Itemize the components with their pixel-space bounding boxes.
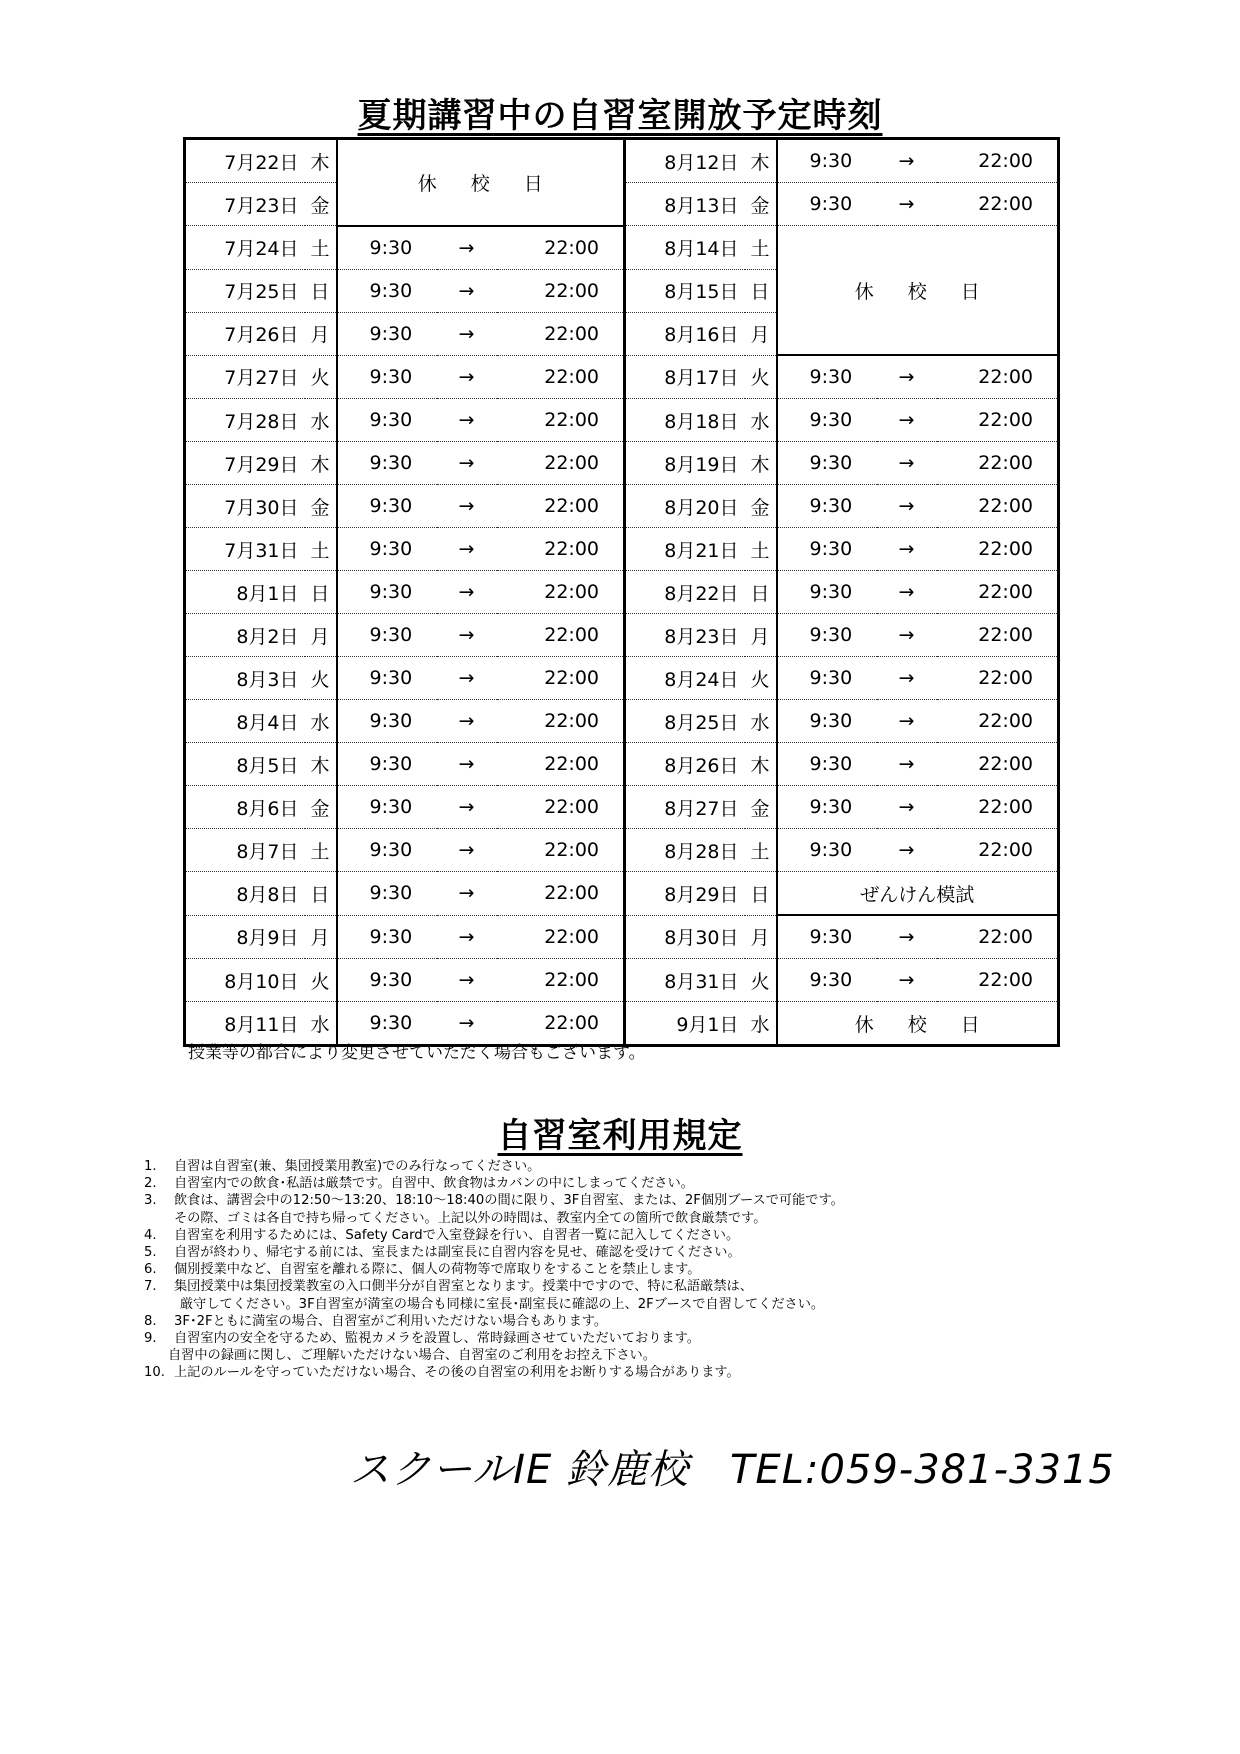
rule-number: 9.	[144, 1331, 157, 1347]
arrow-icon: →	[877, 485, 937, 528]
weekday-cell: 火	[305, 959, 337, 1002]
weekday-cell: 土	[305, 226, 337, 270]
rule-item	[144, 1244, 1144, 1261]
closed-day-cell: 休 校 日	[777, 226, 1059, 356]
schedule-row	[185, 442, 1059, 485]
close-time: 22:00	[497, 657, 625, 700]
rule-text: 厳守してください。3F自習室が満室の場合も同様に室長･副室長に確認の上、2Fブースで自習してください。	[180, 1296, 825, 1312]
rule-number	[144, 1347, 168, 1364]
rule-number: 2.	[144, 1176, 157, 1192]
open-time: 9:30	[337, 657, 437, 700]
close-time: 22:00	[497, 915, 625, 959]
arrow-icon: →	[877, 355, 937, 399]
schedule-row	[185, 657, 1059, 700]
arrow-icon: →	[437, 485, 497, 528]
weekday-cell: 火	[745, 959, 777, 1002]
schedule-row	[185, 829, 1059, 872]
arrow-icon: →	[437, 528, 497, 571]
rule-item	[144, 1296, 1144, 1313]
weekday-cell: 土	[745, 226, 777, 270]
weekday-cell: 金	[305, 183, 337, 226]
close-time: 22:00	[937, 355, 1059, 399]
rule-number: 3.	[144, 1193, 157, 1209]
arrow-icon: →	[877, 829, 937, 872]
date-cell: 8月12日	[625, 139, 745, 183]
date-cell: 8月8日	[185, 872, 305, 916]
closed-day-cell: 休 校 日	[337, 139, 625, 226]
open-time: 9:30	[777, 139, 877, 183]
open-time: 9:30	[337, 528, 437, 571]
arrow-icon: →	[877, 571, 937, 614]
rules-title	[0, 1108, 1240, 1157]
close-time: 22:00	[497, 269, 625, 312]
date-cell: 8月2日	[185, 614, 305, 657]
rule-item	[144, 1330, 1144, 1347]
weekday-cell: 水	[745, 700, 777, 743]
arrow-icon: →	[437, 700, 497, 743]
rule-text: その際、ゴミは各自で持ち帰ってください。上記以外の時間は、教室内全ての箇所で飲食厳禁です。	[174, 1210, 767, 1226]
date-cell: 8月4日	[185, 700, 305, 743]
arrow-icon: →	[437, 312, 497, 355]
rule-text: 自習は自習室(兼、集団授業用教室)でのみ行なってください。	[174, 1159, 541, 1174]
open-time: 9:30	[777, 743, 877, 786]
weekday-cell: 水	[305, 1002, 337, 1046]
school-contact: スクールIE 鈴鹿校 TEL:059-381-3315	[350, 1447, 1115, 1493]
weekday-cell: 月	[305, 614, 337, 657]
weekday-cell: 火	[745, 355, 777, 399]
weekday-cell: 木	[305, 442, 337, 485]
open-time: 9:30	[337, 355, 437, 399]
rule-text: 自習が終わり、帰宅する前には、室長または副室長に自習内容を見せ、確認を受けてください。	[174, 1245, 741, 1261]
rule-text: 飲食は、講習会中の12:50～13:20、18:10～18:40の間に限り、3F自習室、または、2F個別ブースで可能です。	[174, 1193, 844, 1209]
schedule-title	[0, 88, 1240, 137]
date-cell: 8月25日	[625, 700, 745, 743]
rule-item	[144, 1313, 1144, 1330]
weekday-cell: 金	[745, 786, 777, 829]
date-cell: 7月22日	[185, 139, 305, 183]
date-cell: 7月24日	[185, 226, 305, 270]
open-time: 9:30	[337, 1002, 437, 1046]
rule-text: 自習室内での飲食･私語は厳禁です。自習中、飲食物はカバンの中にしまってください。	[174, 1176, 694, 1192]
close-time: 22:00	[937, 399, 1059, 442]
close-time: 22:00	[937, 657, 1059, 700]
rule-number	[144, 1210, 174, 1227]
rule-number: 6.	[144, 1262, 157, 1278]
open-time: 9:30	[777, 614, 877, 657]
rule-item	[144, 1210, 1144, 1227]
date-cell: 8月10日	[185, 959, 305, 1002]
close-time: 22:00	[937, 743, 1059, 786]
close-time: 22:00	[937, 528, 1059, 571]
weekday-cell: 日	[305, 872, 337, 916]
rule-number	[144, 1296, 174, 1313]
date-cell: 8月1日	[185, 571, 305, 614]
arrow-icon: →	[437, 226, 497, 270]
date-cell: 7月26日	[185, 312, 305, 355]
weekday-cell: 金	[745, 485, 777, 528]
open-time: 9:30	[777, 571, 877, 614]
schedule-row	[185, 743, 1059, 786]
change-notice: 授業等の都合により変更させていただく場合もございます。	[188, 1043, 646, 1063]
rules-title-text: 自習室利用規定	[497, 1116, 743, 1156]
weekday-cell: 月	[305, 915, 337, 959]
arrow-icon: →	[877, 959, 937, 1002]
rule-text: 自習室内の安全を守るため、監視カメラを設置し、常時録画させていただいております。	[174, 1331, 700, 1347]
date-cell: 8月26日	[625, 743, 745, 786]
rule-number: 10.	[144, 1365, 165, 1381]
arrow-icon: →	[437, 657, 497, 700]
weekday-cell: 土	[745, 528, 777, 571]
weekday-cell: 火	[305, 657, 337, 700]
close-time: 22:00	[497, 226, 625, 270]
schedule-row	[185, 139, 1059, 183]
arrow-icon: →	[877, 657, 937, 700]
open-time: 9:30	[777, 829, 877, 872]
rule-text: 集団授業中は集団授業教室の入口側半分が自習室となります。授業中ですので、特に私語厳禁は、	[174, 1279, 753, 1295]
weekday-cell: 金	[305, 485, 337, 528]
rule-number: 4.	[144, 1227, 157, 1243]
open-time: 9:30	[777, 786, 877, 829]
date-cell: 7月29日	[185, 442, 305, 485]
schedule-row	[185, 528, 1059, 571]
arrow-icon: →	[877, 786, 937, 829]
rule-item	[144, 1364, 1144, 1381]
close-time: 22:00	[497, 442, 625, 485]
schedule-row	[185, 959, 1059, 1002]
schedule-row	[185, 399, 1059, 442]
weekday-cell: 木	[745, 743, 777, 786]
rule-item	[144, 1192, 1144, 1209]
schedule-table	[183, 137, 1060, 1047]
date-cell: 8月20日	[625, 485, 745, 528]
arrow-icon: →	[437, 786, 497, 829]
date-cell: 8月28日	[625, 829, 745, 872]
weekday-cell: 土	[745, 829, 777, 872]
date-cell: 8月9日	[185, 915, 305, 959]
arrow-icon: →	[437, 829, 497, 872]
open-time: 9:30	[337, 614, 437, 657]
close-time: 22:00	[937, 700, 1059, 743]
arrow-icon: →	[877, 139, 937, 183]
date-cell: 8月7日	[185, 829, 305, 872]
rule-item	[144, 1175, 1144, 1192]
arrow-icon: →	[877, 528, 937, 571]
weekday-cell: 金	[305, 786, 337, 829]
arrow-icon: →	[877, 915, 937, 959]
open-time: 9:30	[337, 743, 437, 786]
close-time: 22:00	[497, 528, 625, 571]
close-time: 22:00	[937, 786, 1059, 829]
arrow-icon: →	[877, 743, 937, 786]
weekday-cell: 日	[745, 571, 777, 614]
weekday-cell: 月	[745, 915, 777, 959]
date-cell: 8月22日	[625, 571, 745, 614]
rule-text: 3F･2Fともに満室の場合、自習室がご利用いただけない場合もあります。	[174, 1313, 608, 1329]
close-time: 22:00	[497, 355, 625, 399]
arrow-icon: →	[437, 915, 497, 959]
date-cell: 8月27日	[625, 786, 745, 829]
date-cell: 8月18日	[625, 399, 745, 442]
arrow-icon: →	[437, 743, 497, 786]
weekday-cell: 月	[745, 614, 777, 657]
weekday-cell: 水	[745, 1002, 777, 1046]
open-time: 9:30	[337, 571, 437, 614]
date-cell: 8月6日	[185, 786, 305, 829]
schedule-row	[185, 614, 1059, 657]
open-time: 9:30	[777, 355, 877, 399]
close-time: 22:00	[497, 312, 625, 355]
close-time: 22:00	[937, 614, 1059, 657]
rule-number: 5.	[144, 1245, 157, 1261]
weekday-cell: 月	[305, 312, 337, 355]
date-cell: 8月24日	[625, 657, 745, 700]
close-time: 22:00	[937, 915, 1059, 959]
weekday-cell: 日	[305, 571, 337, 614]
date-cell: 8月15日	[625, 269, 745, 312]
arrow-icon: →	[437, 571, 497, 614]
date-cell: 7月25日	[185, 269, 305, 312]
date-cell: 8月31日	[625, 959, 745, 1002]
arrow-icon: →	[437, 959, 497, 1002]
close-time: 22:00	[937, 183, 1059, 226]
open-time: 9:30	[777, 657, 877, 700]
arrow-icon: →	[877, 183, 937, 226]
close-time: 22:00	[497, 829, 625, 872]
schedule-row	[185, 700, 1059, 743]
close-time: 22:00	[497, 399, 625, 442]
date-cell: 8月17日	[625, 355, 745, 399]
weekday-cell: 火	[745, 657, 777, 700]
arrow-icon: →	[437, 269, 497, 312]
arrow-icon: →	[437, 355, 497, 399]
schedule-row	[185, 786, 1059, 829]
close-time: 22:00	[497, 959, 625, 1002]
open-time: 9:30	[337, 915, 437, 959]
arrow-icon: →	[877, 614, 937, 657]
weekday-cell: 日	[305, 269, 337, 312]
close-time: 22:00	[937, 959, 1059, 1002]
closed-day-cell: 休 校 日	[777, 1002, 1059, 1046]
arrow-icon: →	[437, 614, 497, 657]
arrow-icon: →	[437, 872, 497, 916]
rule-text: 自習中の録画に関し、ご理解いただけない場合、自習室のご利用をお控え下さい。	[168, 1348, 656, 1364]
date-cell: 7月28日	[185, 399, 305, 442]
open-time: 9:30	[777, 183, 877, 226]
schedule-title-text: 夏期講習中の自習室開放予定時刻	[357, 96, 883, 136]
close-time: 22:00	[497, 614, 625, 657]
rule-number: 8.	[144, 1313, 157, 1329]
date-cell: 8月29日	[625, 872, 745, 916]
open-time: 9:30	[337, 829, 437, 872]
close-time: 22:00	[497, 485, 625, 528]
close-time: 22:00	[937, 571, 1059, 614]
rule-item	[144, 1278, 1144, 1295]
date-cell: 7月31日	[185, 528, 305, 571]
weekday-cell: 土	[305, 528, 337, 571]
rule-number: 1.	[144, 1159, 157, 1174]
open-time: 9:30	[337, 442, 437, 485]
date-cell: 8月30日	[625, 915, 745, 959]
arrow-icon: →	[877, 700, 937, 743]
date-cell: 9月1日	[625, 1002, 745, 1046]
date-cell: 8月11日	[185, 1002, 305, 1046]
rule-item	[144, 1227, 1144, 1244]
close-time: 22:00	[497, 700, 625, 743]
rule-item	[144, 1158, 1144, 1175]
arrow-icon: →	[877, 442, 937, 485]
open-time: 9:30	[777, 399, 877, 442]
close-time: 22:00	[937, 139, 1059, 183]
close-time: 22:00	[497, 872, 625, 916]
close-time: 22:00	[497, 743, 625, 786]
weekday-cell: 金	[745, 183, 777, 226]
schedule-row	[185, 915, 1059, 959]
date-cell: 8月13日	[625, 183, 745, 226]
close-time: 22:00	[497, 1002, 625, 1046]
close-time: 22:00	[937, 829, 1059, 872]
rules-list	[144, 1158, 1144, 1382]
schedule-row	[185, 485, 1059, 528]
date-cell: 8月14日	[625, 226, 745, 270]
event-cell: ぜんけん模試	[777, 872, 1059, 916]
open-time: 9:30	[777, 528, 877, 571]
arrow-icon: →	[437, 442, 497, 485]
date-cell: 8月16日	[625, 312, 745, 355]
schedule-row	[185, 355, 1059, 399]
weekday-cell: 水	[745, 399, 777, 442]
open-time: 9:30	[337, 485, 437, 528]
open-time: 9:30	[777, 915, 877, 959]
schedule-row	[185, 226, 1059, 270]
open-time: 9:30	[337, 399, 437, 442]
open-time: 9:30	[337, 872, 437, 916]
rule-item	[144, 1347, 1144, 1364]
open-time: 9:30	[337, 312, 437, 355]
date-cell: 8月3日	[185, 657, 305, 700]
open-time: 9:30	[777, 442, 877, 485]
arrow-icon: →	[877, 399, 937, 442]
open-time: 9:30	[337, 226, 437, 270]
date-cell: 7月23日	[185, 183, 305, 226]
weekday-cell: 土	[305, 829, 337, 872]
rule-item	[144, 1261, 1144, 1278]
weekday-cell: 火	[305, 355, 337, 399]
open-time: 9:30	[337, 700, 437, 743]
rule-text: 上記のルールを守っていただけない場合、その後の自習室の利用をお断りする場合があります。	[174, 1365, 740, 1381]
weekday-cell: 水	[305, 399, 337, 442]
arrow-icon: →	[437, 399, 497, 442]
close-time: 22:00	[497, 571, 625, 614]
open-time: 9:30	[777, 959, 877, 1002]
weekday-cell: 水	[305, 700, 337, 743]
date-cell: 8月21日	[625, 528, 745, 571]
date-cell: 8月23日	[625, 614, 745, 657]
rule-number: 7.	[144, 1279, 157, 1295]
open-time: 9:30	[337, 269, 437, 312]
rule-text: 個別授業中など、自習室を離れる際に、個人の荷物等で席取りをすることを禁止します。	[174, 1262, 701, 1278]
close-time: 22:00	[937, 485, 1059, 528]
date-cell: 8月19日	[625, 442, 745, 485]
rule-text: 自習室を利用するためには、Safety Cardで入室登録を行い、自習者一覧に記入してください。	[174, 1227, 740, 1243]
close-time: 22:00	[937, 442, 1059, 485]
arrow-icon: →	[437, 1002, 497, 1046]
schedule-row	[185, 872, 1059, 916]
weekday-cell: 月	[745, 312, 777, 355]
open-time: 9:30	[777, 485, 877, 528]
weekday-cell: 日	[745, 872, 777, 916]
weekday-cell: 木	[305, 139, 337, 183]
weekday-cell: 日	[745, 269, 777, 312]
open-time: 9:30	[337, 959, 437, 1002]
open-time: 9:30	[337, 786, 437, 829]
weekday-cell: 木	[745, 139, 777, 183]
date-cell: 7月27日	[185, 355, 305, 399]
weekday-cell: 木	[745, 442, 777, 485]
weekday-cell: 木	[305, 743, 337, 786]
schedule-row	[185, 571, 1059, 614]
close-time: 22:00	[497, 786, 625, 829]
date-cell: 8月5日	[185, 743, 305, 786]
date-cell: 7月30日	[185, 485, 305, 528]
open-time: 9:30	[777, 700, 877, 743]
